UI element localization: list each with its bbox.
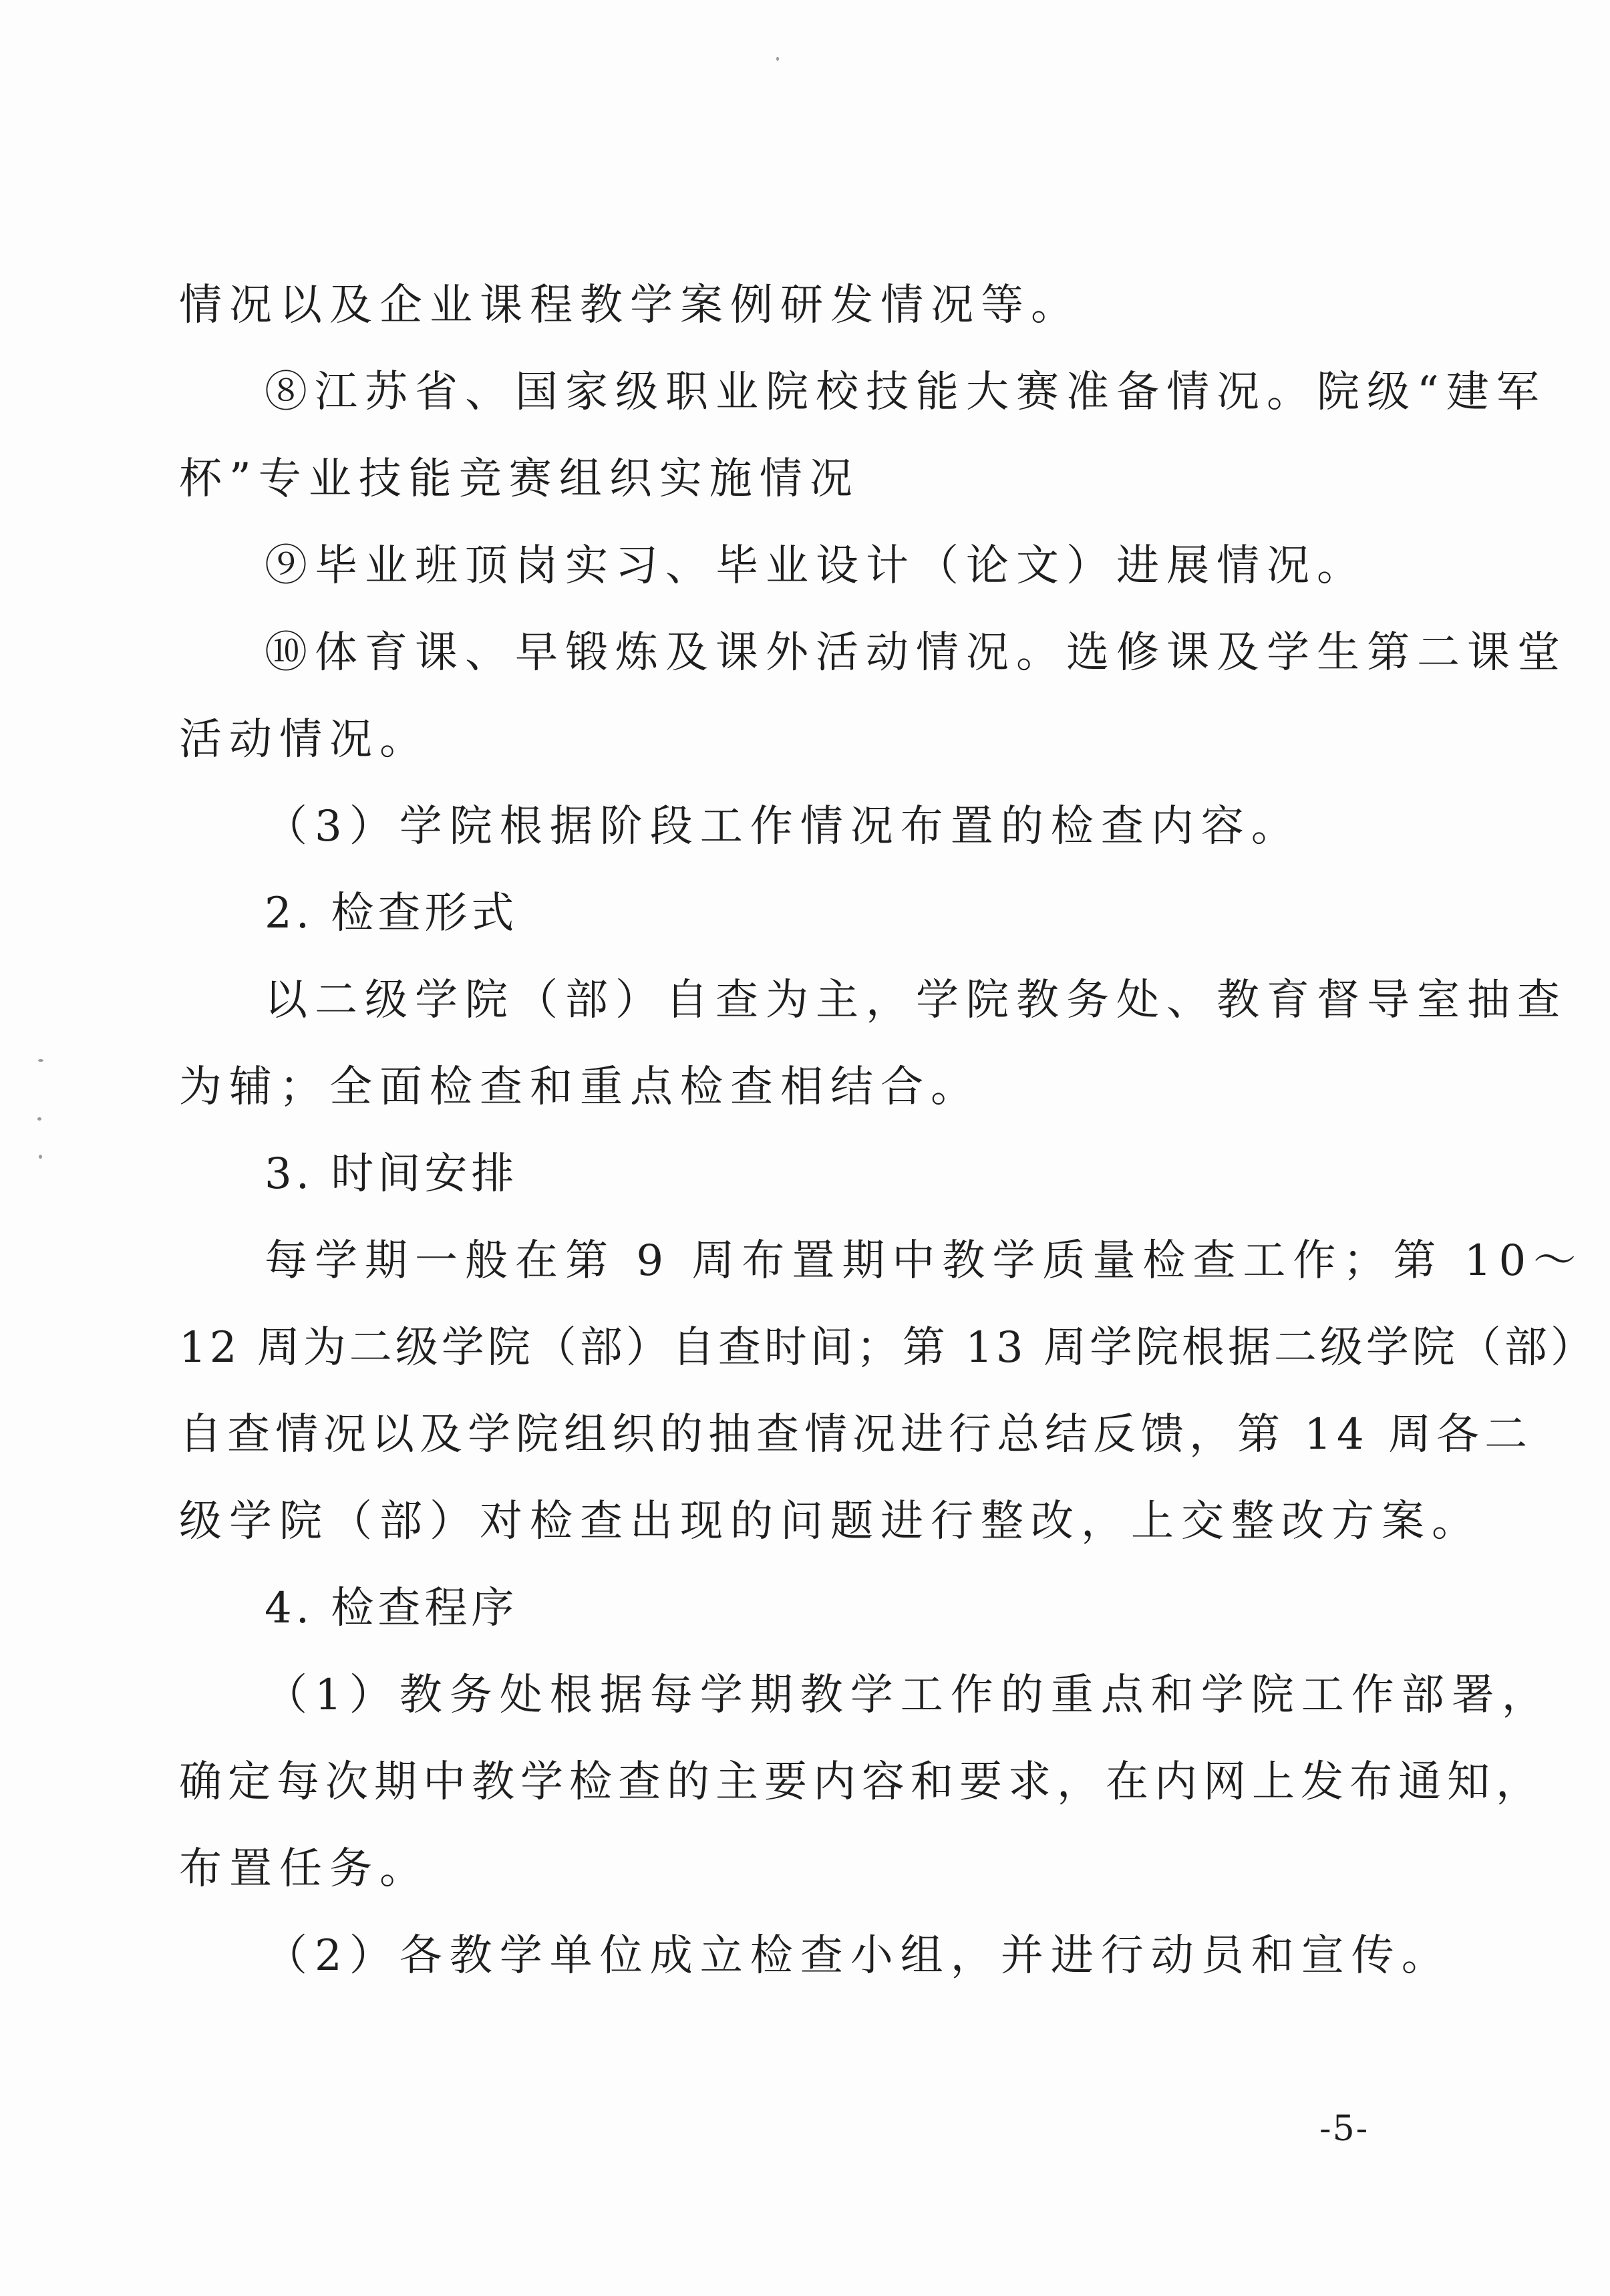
item-9-line: ⑨毕业班顶岗实习、毕业设计（论文）进展情况。 — [265, 541, 1367, 591]
scan-speck — [39, 1155, 42, 1159]
heading-inspection-form: 2. 检查形式 — [265, 889, 518, 938]
procedure-1-line-3: 布置任务。 — [179, 1844, 430, 1894]
section-3-check-content: （3）学院根据阶段工作情况布置的检查内容。 — [265, 802, 1301, 851]
heading-inspection-procedure: 4. 检查程序 — [265, 1584, 518, 1633]
item-8-line-2: 杯”专业技能竞赛组织实施情况 — [179, 454, 860, 504]
scan-speck — [37, 1117, 41, 1121]
inspection-form-line-1: 以二级学院（部）自查为主，学院教务处、教育督导室抽查 — [265, 976, 1567, 1025]
procedure-1-line-1: （1）教务处根据每学期教学工作的重点和学院工作部署， — [265, 1671, 1552, 1720]
procedure-1-line-2: 确定每次期中教学检查的主要内容和要求，在内网上发布通知， — [179, 1757, 1545, 1807]
item-10-line-1: ⑩体育课、早锻炼及课外活动情况。选修课及学生第二课堂 — [265, 628, 1567, 678]
time-schedule-line-1: 每学期一般在第 9 周布置期中教学质量检查工作；第 10～ — [265, 1236, 1584, 1286]
inspection-form-line-2: 为辅；全面检查和重点检查相结合。 — [179, 1062, 981, 1112]
paragraph-line-1: 情况以及企业课程教学案例研发情况等。 — [179, 281, 1081, 330]
heading-time-schedule: 3. 时间安排 — [265, 1149, 518, 1199]
scan-speck — [38, 1059, 43, 1062]
page-number: -5- — [1319, 2109, 1370, 2149]
time-schedule-line-4: 级学院（部）对检查出现的问题进行整改，上交整改方案。 — [179, 1497, 1482, 1546]
item-10-line-2: 活动情况。 — [179, 715, 430, 764]
item-8-line-1: ⑧江苏省、国家级职业院校技能大赛准备情况。院级“建军 — [265, 368, 1547, 417]
procedure-2-line: （2）各教学单位成立检查小组，并进行动员和宣传。 — [265, 1931, 1452, 1981]
time-schedule-line-3: 自查情况以及学院组织的抽查情况进行总结反馈，第 14 周各二 — [179, 1410, 1533, 1459]
time-schedule-line-2: 12 周为二级学院（部）自查时间；第 13 周学院根据二级学院（部） — [179, 1323, 1597, 1373]
scan-speck — [776, 57, 779, 61]
